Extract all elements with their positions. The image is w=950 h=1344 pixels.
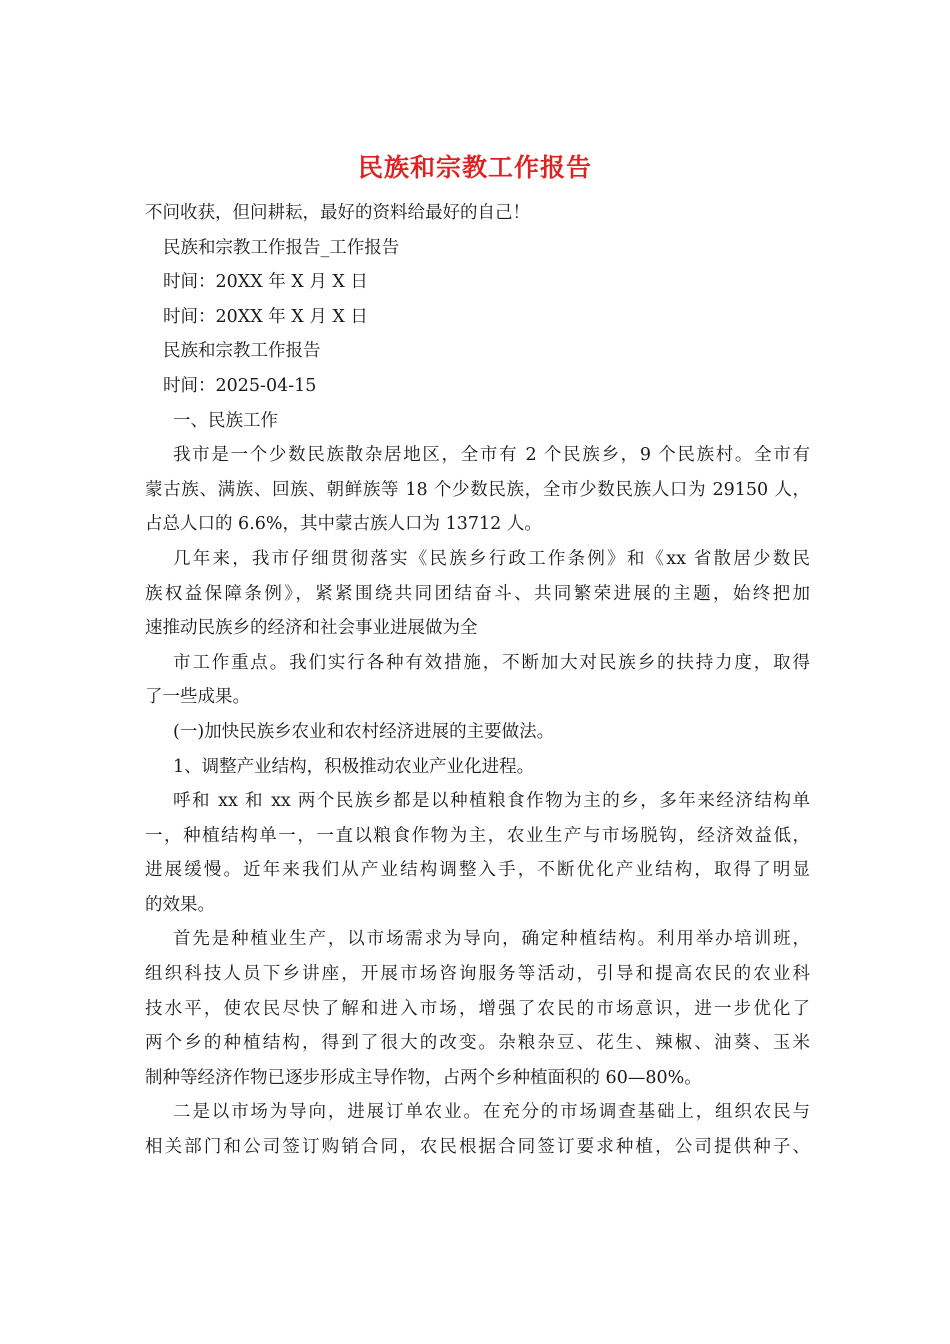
paragraph-line: 族权益保障条例》，紧紧围绕共同团结奋斗、共同繁荣进展的主题，始终把加 [145,583,810,604]
paragraph-line: 一，种植结构单一，一直以粮食作物为主，农业生产与市场脱钩，经济效益低， [145,825,810,846]
paragraph-line: 技水平，使农民尽快了解和进入市场，增强了农民的市场意识，进一步优化了 [145,998,810,1019]
paragraph-line: 时间：20XX 年 X 月 X 日 [163,272,368,293]
paragraph-line: 占总人口的 6.6%，其中蒙古族人口为 13712 人。 [145,514,542,535]
paragraph-line: 一、民族工作 [173,410,278,431]
paragraph-line: 不问收获，但问耕耘，最好的资料给最好的自己！ [145,203,530,223]
paragraph-line: 制种等经济作物已逐步形成主导作物，占两个乡种植面积的 60—80%。 [145,1067,702,1088]
paragraph-line: 呼和 xx 和 xx 两个民族乡都是以种植粮食作物为主的乡，多年来经济结构单 [173,791,810,812]
paragraph-line: 1、调整产业结构，积极推动农业产业化进程。 [173,756,535,777]
paragraph-line: 的效果。 [145,894,215,915]
paragraph-line: 速推动民族乡的经济和社会事业进展做为全 [145,618,478,639]
paragraph-line: 二是以市场为导向，进展订单农业。在充分的市场调查基础上，组织农民与 [173,1102,810,1123]
paragraph-line: 进展缓慢。近年来我们从产业结构调整入手，不断优化产业结构，取得了明显 [145,860,810,881]
paragraph-line: 我市是一个少数民族散杂居地区，全市有 2 个民族乡，9 个民族村。全市有 [173,445,810,466]
paragraph-line: 时间：2025-04-15 [163,375,317,396]
document-body [145,196,810,1165]
paragraph-line: 民族和宗教工作报告 [163,341,321,362]
paragraph-line: 蒙古族、满族、回族、朝鲜族等 18 个少数民族，全市少数民族人口为 29150 人， [145,479,810,500]
paragraph-line: 相关部门和公司签订购销合同，农民根据合同签订要求种植，公司提供种子、 [145,1137,810,1158]
paragraph-line: (一)加快民族乡农业和农村经济进展的主要做法。 [173,721,555,742]
paragraph-line: 了一些成果。 [145,687,250,708]
document-title: 民族和宗教工作报告 [357,153,592,182]
paragraph-line: 两个乡的种植结构，得到了很大的改变。杂粮杂豆、花生、辣椒、油葵、玉米 [145,1033,810,1054]
paragraph-line: 几年来，我市仔细贯彻落实《民族乡行政工作条例》和《xx 省散居少数民 [173,548,810,569]
paragraph-line: 市工作重点。我们实行各种有效措施，不断加大对民族乡的扶持力度，取得 [173,652,810,673]
paragraph-line: 时间：20XX 年 X 月 X 日 [163,306,368,327]
paragraph-line: 首先是种植业生产，以市场需求为导向，确定种植结构。利用举办培训班， [173,929,810,950]
paragraph-line: 组织科技人员下乡讲座，开展市场咨询服务等活动，引导和提高农民的农业科 [145,964,810,985]
paragraph-line: 民族和宗教工作报告_工作报告 [163,237,400,258]
